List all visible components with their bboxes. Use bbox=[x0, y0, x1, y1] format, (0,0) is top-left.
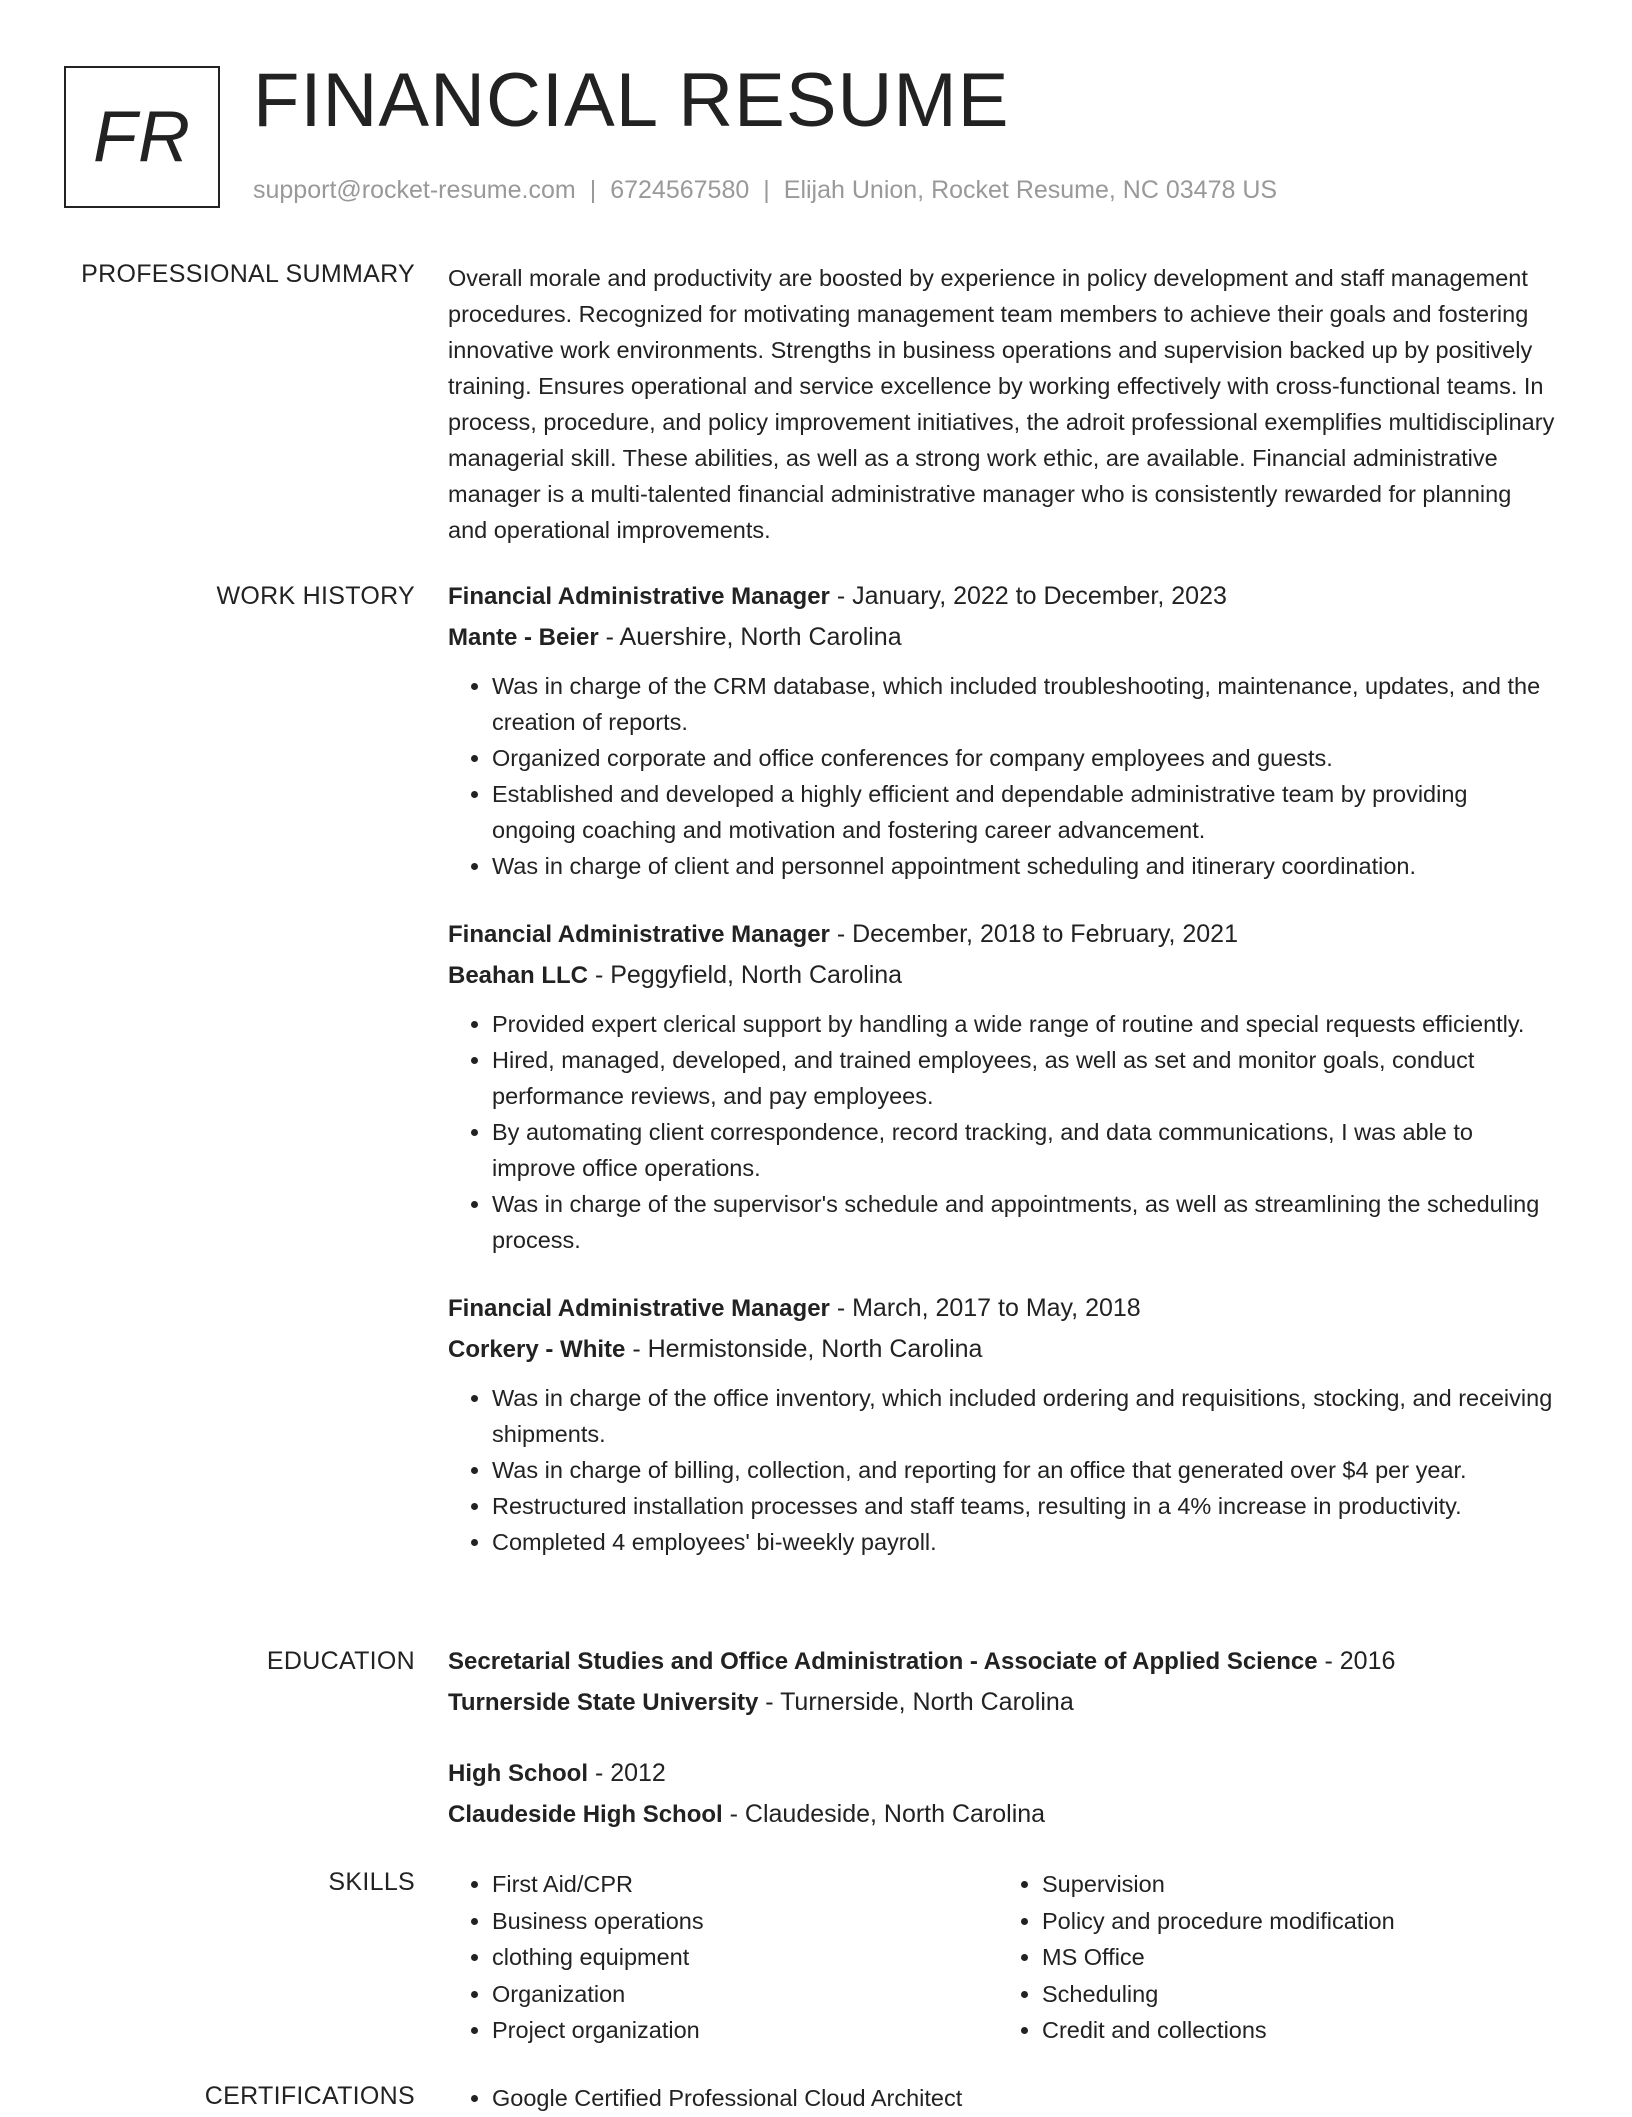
section-label-skills: SKILLS bbox=[328, 1868, 415, 1896]
resume-title: FINANCIAL RESUME bbox=[253, 58, 1010, 143]
job-bullet: • Restructured installation processes and staff teams, resulting in a 4% increase in productivity. bbox=[492, 1488, 1556, 1524]
contact-phone: 6724567580 bbox=[610, 176, 750, 204]
education-entry bbox=[448, 1641, 1556, 1723]
job-bullet: • Was in charge of the CRM database, which included troubleshooting, maintenance, updates, and the creation of reports. bbox=[492, 668, 1556, 740]
education-body bbox=[448, 1641, 1556, 1865]
job-bullet: • Was in charge of billing, collection, and reporting for an office that generated over $4 per year. bbox=[492, 1452, 1556, 1488]
skills-column-right bbox=[998, 1866, 1548, 2049]
education-degree-line bbox=[448, 1753, 1556, 1794]
job-bullet: • Was in charge of the supervisor's schedule and appointments, as well as streamlining the scheduling process. bbox=[492, 1186, 1556, 1258]
section-label-summary: PROFESSIONAL SUMMARY bbox=[81, 260, 415, 288]
job-bullets bbox=[448, 1380, 1556, 1560]
job-company-line bbox=[448, 955, 1556, 996]
skills-column-left bbox=[448, 1866, 998, 2049]
job-bullet: • Completed 4 employees' bi-weekly payroll. bbox=[492, 1524, 1556, 1560]
work-body bbox=[448, 576, 1556, 1590]
education-location: - Turnerside, North Carolina bbox=[758, 1688, 1074, 1716]
education-degree: Secretarial Studies and Office Administration - Associate of Applied Science bbox=[448, 1648, 1318, 1675]
summary-body bbox=[448, 260, 1556, 548]
skills-grid bbox=[448, 1866, 1556, 2049]
skill-item: • Credit and collections bbox=[1042, 2012, 1548, 2049]
education-school-line bbox=[448, 1794, 1556, 1835]
skill-item: • Scheduling bbox=[1042, 1976, 1548, 2013]
job-bullet: • Established and developed a highly efficient and dependable administrative team by providing ongoing coaching and motivation and fostering career advancement. bbox=[492, 776, 1556, 848]
job-location: - Hermistonside, North Carolina bbox=[625, 1335, 983, 1363]
monogram-box bbox=[64, 66, 220, 208]
education-year: - 2012 bbox=[588, 1759, 666, 1787]
education-school: Turnerside State University bbox=[448, 1689, 759, 1716]
job-title-line bbox=[448, 1288, 1556, 1329]
education-degree: High School bbox=[448, 1760, 588, 1787]
education-school-line bbox=[448, 1682, 1556, 1723]
job-bullet: • By automating client correspondence, record tracking, and data communications, I was able to improve office operations. bbox=[492, 1114, 1556, 1186]
section-label-work: WORK HISTORY bbox=[216, 582, 415, 610]
job-location: - Peggyfield, North Carolina bbox=[588, 961, 903, 989]
job-entry bbox=[448, 576, 1556, 884]
job-bullets bbox=[448, 668, 1556, 884]
contact-address: Elijah Union, Rocket Resume, NC 03478 US bbox=[783, 176, 1278, 204]
education-entry bbox=[448, 1753, 1556, 1835]
skills-body bbox=[448, 1866, 1556, 2049]
education-school: Claudeside High School bbox=[448, 1801, 723, 1828]
education-location: - Claudeside, North Carolina bbox=[722, 1800, 1046, 1828]
job-bullet: • Was in charge of client and personnel appointment scheduling and itinerary coordination. bbox=[492, 848, 1556, 884]
job-title: Financial Administrative Manager bbox=[448, 1295, 830, 1322]
monogram-initials: FR bbox=[93, 97, 191, 177]
contact-separator: | bbox=[763, 176, 770, 204]
job-entry bbox=[448, 914, 1556, 1258]
skill-item: • MS Office bbox=[1042, 1939, 1548, 1976]
skill-item: • Project organization bbox=[492, 2012, 998, 2049]
skill-item: • clothing equipment bbox=[492, 1939, 998, 1976]
section-label-education: EDUCATION bbox=[266, 1647, 415, 1675]
job-title: Financial Administrative Manager bbox=[448, 921, 830, 948]
education-degree-line bbox=[448, 1641, 1556, 1682]
skill-item: • Policy and procedure modification bbox=[1042, 1903, 1548, 1940]
job-company: Beahan LLC bbox=[448, 962, 589, 989]
job-company: Mante - Beier bbox=[448, 624, 599, 651]
skill-item: • First Aid/CPR bbox=[492, 1866, 998, 1903]
skill-item: • Supervision bbox=[1042, 1866, 1548, 1903]
job-company-line bbox=[448, 1329, 1556, 1370]
job-location: - Auershire, North Carolina bbox=[598, 623, 902, 651]
certifications-body bbox=[448, 2080, 1556, 2117]
job-bullets bbox=[448, 1006, 1556, 1258]
job-title-line bbox=[448, 576, 1556, 617]
job-bullet: • Provided expert clerical support by handling a wide range of routine and special requests efficiently. bbox=[492, 1006, 1556, 1042]
job-bullet: • Hired, managed, developed, and trained employees, as well as set and monitor goals, conduct performance reviews, and pay employees. bbox=[492, 1042, 1556, 1114]
job-bullet: • Was in charge of the office inventory, which included ordering and requisitions, stocking, and receiving shipments. bbox=[492, 1380, 1556, 1452]
contact-email: support@rocket-resume.com bbox=[253, 176, 576, 204]
certification-item: • Google Certified Professional Cloud Architect bbox=[492, 2080, 998, 2117]
contact-line bbox=[253, 174, 1277, 206]
job-bullet: • Organized corporate and office conferences for company employees and guests. bbox=[492, 740, 1556, 776]
section-label-certifications: CERTIFICATIONS bbox=[204, 2082, 415, 2110]
job-dates: - December, 2018 to February, 2021 bbox=[829, 920, 1238, 948]
skill-item: • Organization bbox=[492, 1976, 998, 2013]
job-title: Financial Administrative Manager bbox=[448, 583, 830, 610]
skill-item: • Business operations bbox=[492, 1903, 998, 1940]
contact-separator: | bbox=[589, 176, 597, 204]
job-title-line bbox=[448, 914, 1556, 955]
education-year: - 2016 bbox=[1317, 1647, 1396, 1675]
job-company: Corkery - White bbox=[448, 1336, 626, 1363]
job-company-line bbox=[448, 617, 1556, 658]
job-entry bbox=[448, 1288, 1556, 1560]
certifications-list bbox=[448, 2080, 998, 2117]
job-dates: - January, 2022 to December, 2023 bbox=[829, 582, 1227, 610]
job-dates: - March, 2017 to May, 2018 bbox=[829, 1294, 1141, 1322]
summary-text: Overall morale and productivity are boosted by experience in policy development and staff management procedures. Recognized for motivating management team members to achieve their goals and fostering innovative work environments. Strengths in business operations and supervision backed up by positively training. Ensures operational and service excellence by working effectively with cross-functional teams. In process, procedure, and policy improvement initiatives, the adroit professional exemplifies multidisciplinary managerial skill. These abilities, as well as a strong work ethic, are available. Financial administrative manager is a multi-talented financial administrative manager who is consistently rewarded for planning and operational improvements. bbox=[448, 265, 1555, 543]
